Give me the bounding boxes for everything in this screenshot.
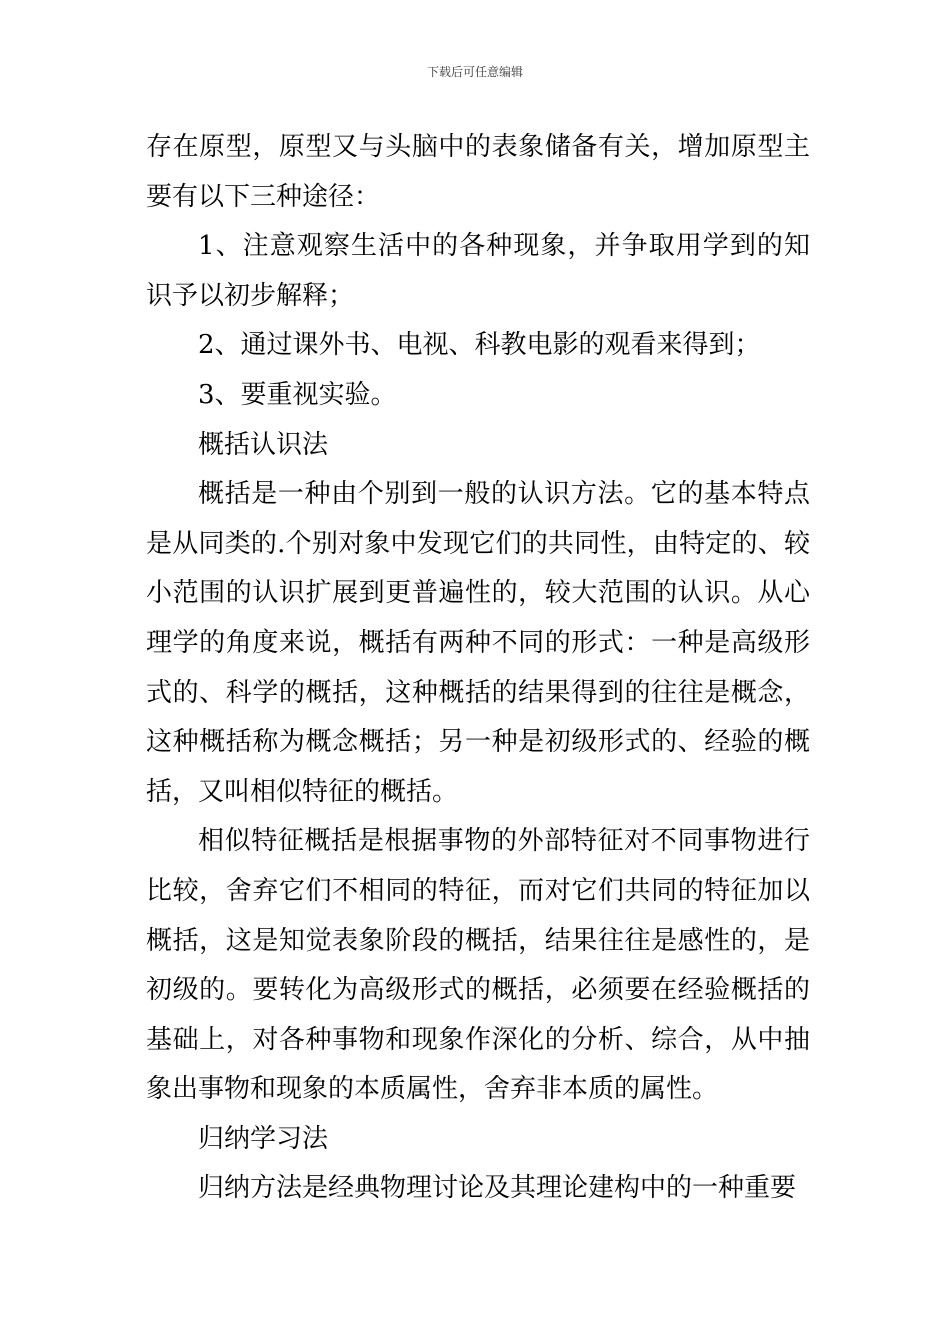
section-heading: 概括认识法: [198, 429, 329, 460]
list-item: 1、注意观察生活中的各种现象，并争取用学到的知识予以初步解释；: [146, 231, 810, 311]
list-item: 3、要重视实验。: [198, 379, 397, 410]
document-body: [146, 123, 810, 1214]
paragraph: 相似特征概括是根据事物的外部特征对不同事物进行比较，舍弃它们不相同的特征，而对它们共同的特征加以概括，这是知觉表象阶段的概括，结果往往是感性的，是初级的。要转化为高级形式的概括，必须要在经验概括的基础上，对各种事物和现象作深化的分析、综合，从中抽象出事物和现象的本质属性，舍弃非本质的属性。: [146, 826, 810, 1105]
paragraph: 存在原型，原型又与头脑中的表象储备有关，增加原型主要有以下三种途径：: [146, 132, 810, 212]
page-header-note: 下载后可任意编辑: [426, 65, 523, 79]
section-heading: 归纳学习法: [198, 1123, 329, 1154]
paragraph: 概括是一种由个别到一般的认识方法。它的基本特点是从同类的.个别对象中发现它们的共同性，由特定的、较小范围的认识扩展到更普遍性的，较大范围的认识。从心理学的角度来说，概括有两种不同的形式：一种是高级形式的、科学的概括，这种概括的结果得到的往往是概念，这种概括称为概念概括；另一种是初级形式的、经验的概括，又叫相似特征的概括。: [146, 479, 810, 807]
paragraph: 归纳方法是经典物理讨论及其理论建构中的一种重要: [198, 1173, 797, 1204]
list-item: 2、通过课外书、电视、科教电影的观看来得到；: [198, 330, 761, 361]
